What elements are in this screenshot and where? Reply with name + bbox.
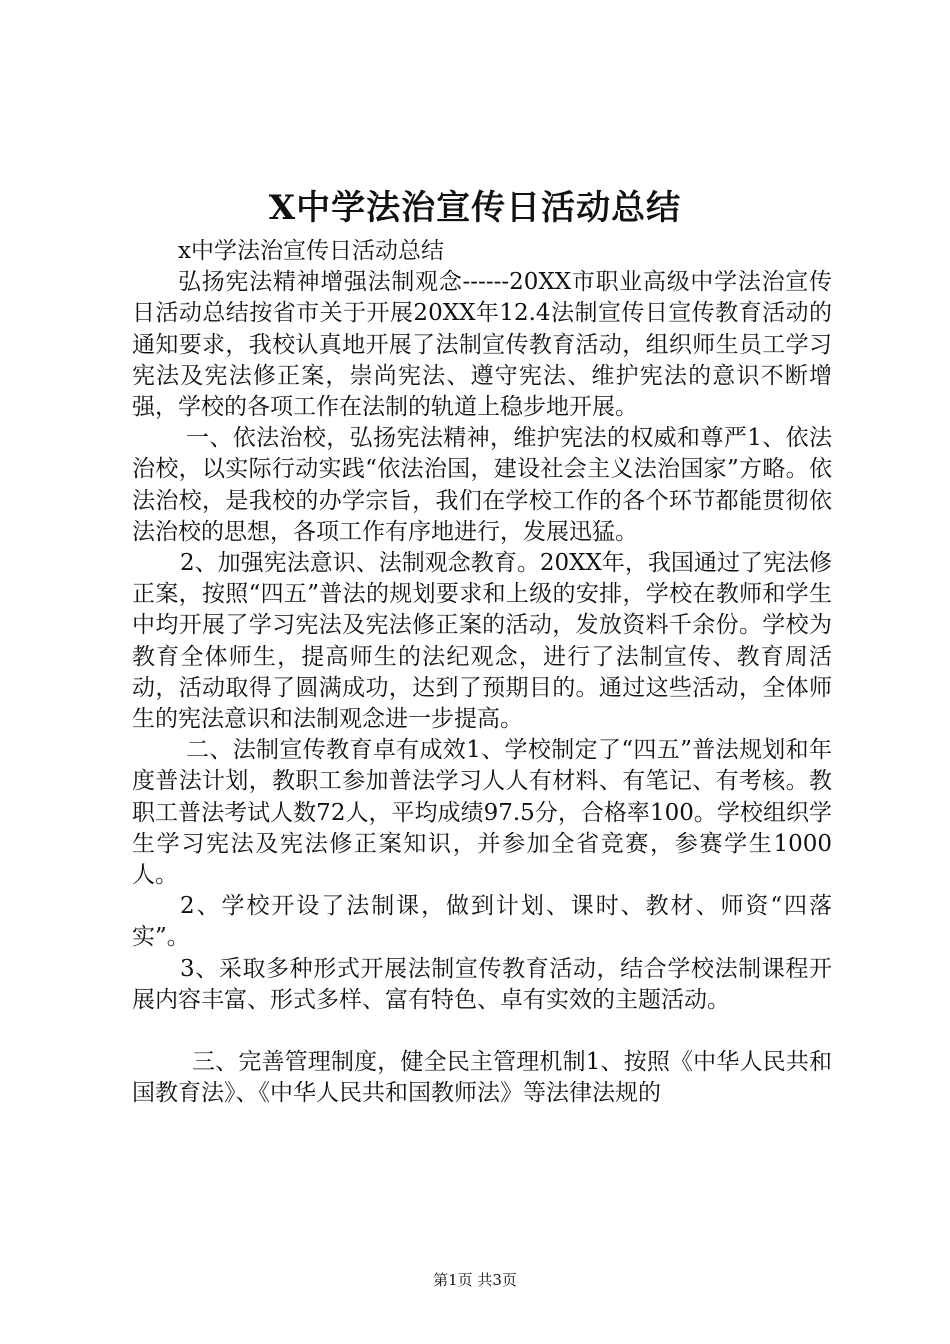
document-title: X中学法治宣传日活动总结 <box>268 188 682 228</box>
section-one-paragraph: 一、依法治校，弘扬宪法精神，维护宪法的权威和尊严1、依法治校，以实际行动实践“依法治国，建设社会主义法治国家”方略。依法治校，是我校的办学宗旨，我们在学校工作的各个环节都能贯彻依法治校的思想，各项工作有序地进行，发展迅猛。 <box>132 425 832 545</box>
section-two-item-three-paragraph: 3、采取多种形式开展法制宣传教育活动，结合学校法制课程开展内容丰富、形式多样、富有特色、卓有实效的主题活动。 <box>132 955 832 1013</box>
subtitle-paragraph: x中学法治宣传日活动总结 <box>178 238 444 264</box>
section-three-paragraph: 三、完善管理制度，健全民主管理机制1、按照《中华人民共和国教育法》、《中华人民共和国教师法》等法律法规的 <box>132 1049 832 1107</box>
page-footer: 第1页 共3页 <box>433 1271 517 1289</box>
section-two-item-two-paragraph: 2、学校开设了法制课，做到计划、课时、教材、师资“四落实”。 <box>132 893 832 951</box>
document-body <box>132 236 832 1109</box>
paragraph-gap <box>132 1016 832 1047</box>
section-two-paragraph: 二、法制宣传教育卓有成效1、学校制定了“四五”普法规划和年度普法计划，教职工参加普法学习人人有材料、有笔记、有考核。教职工普法考试人数72人，平均成绩97.5分，合格率100。学校组织学生学习宪法及宪法修正案知识，并参加全省竞赛，参赛学生1000人。 <box>132 737 832 889</box>
intro-paragraph: 弘扬宪法精神增强法制观念------20XX市职业高级中学法治宣传日活动总结按省市关于开展20XX年12.4法制宣传日宣传教育活动的通知要求，我校认真地开展了法制宣传教育活动，组织师生员工学习宪法及宪法修正案，崇尚宪法、遵守宪法、维护宪法的意识不断增强，学校的各项工作在法制的轨道上稳步地开展。 <box>132 269 832 421</box>
section-one-item-two-paragraph: 2、加强宪法意识、法制观念教育。20XX年，我国通过了宪法修正案，按照“四五”普法的规划要求和上级的安排，学校在教师和学生中均开展了学习宪法及宪法修正案的活动，发放资料千余份。学校为教育全体师生，提高师生的法纪观念，进行了法制宣传、教育周活动，活动取得了圆满成功，达到了预期目的。通过这些活动，全体师生的宪法意识和法制观念进一步提高。 <box>132 550 832 733</box>
